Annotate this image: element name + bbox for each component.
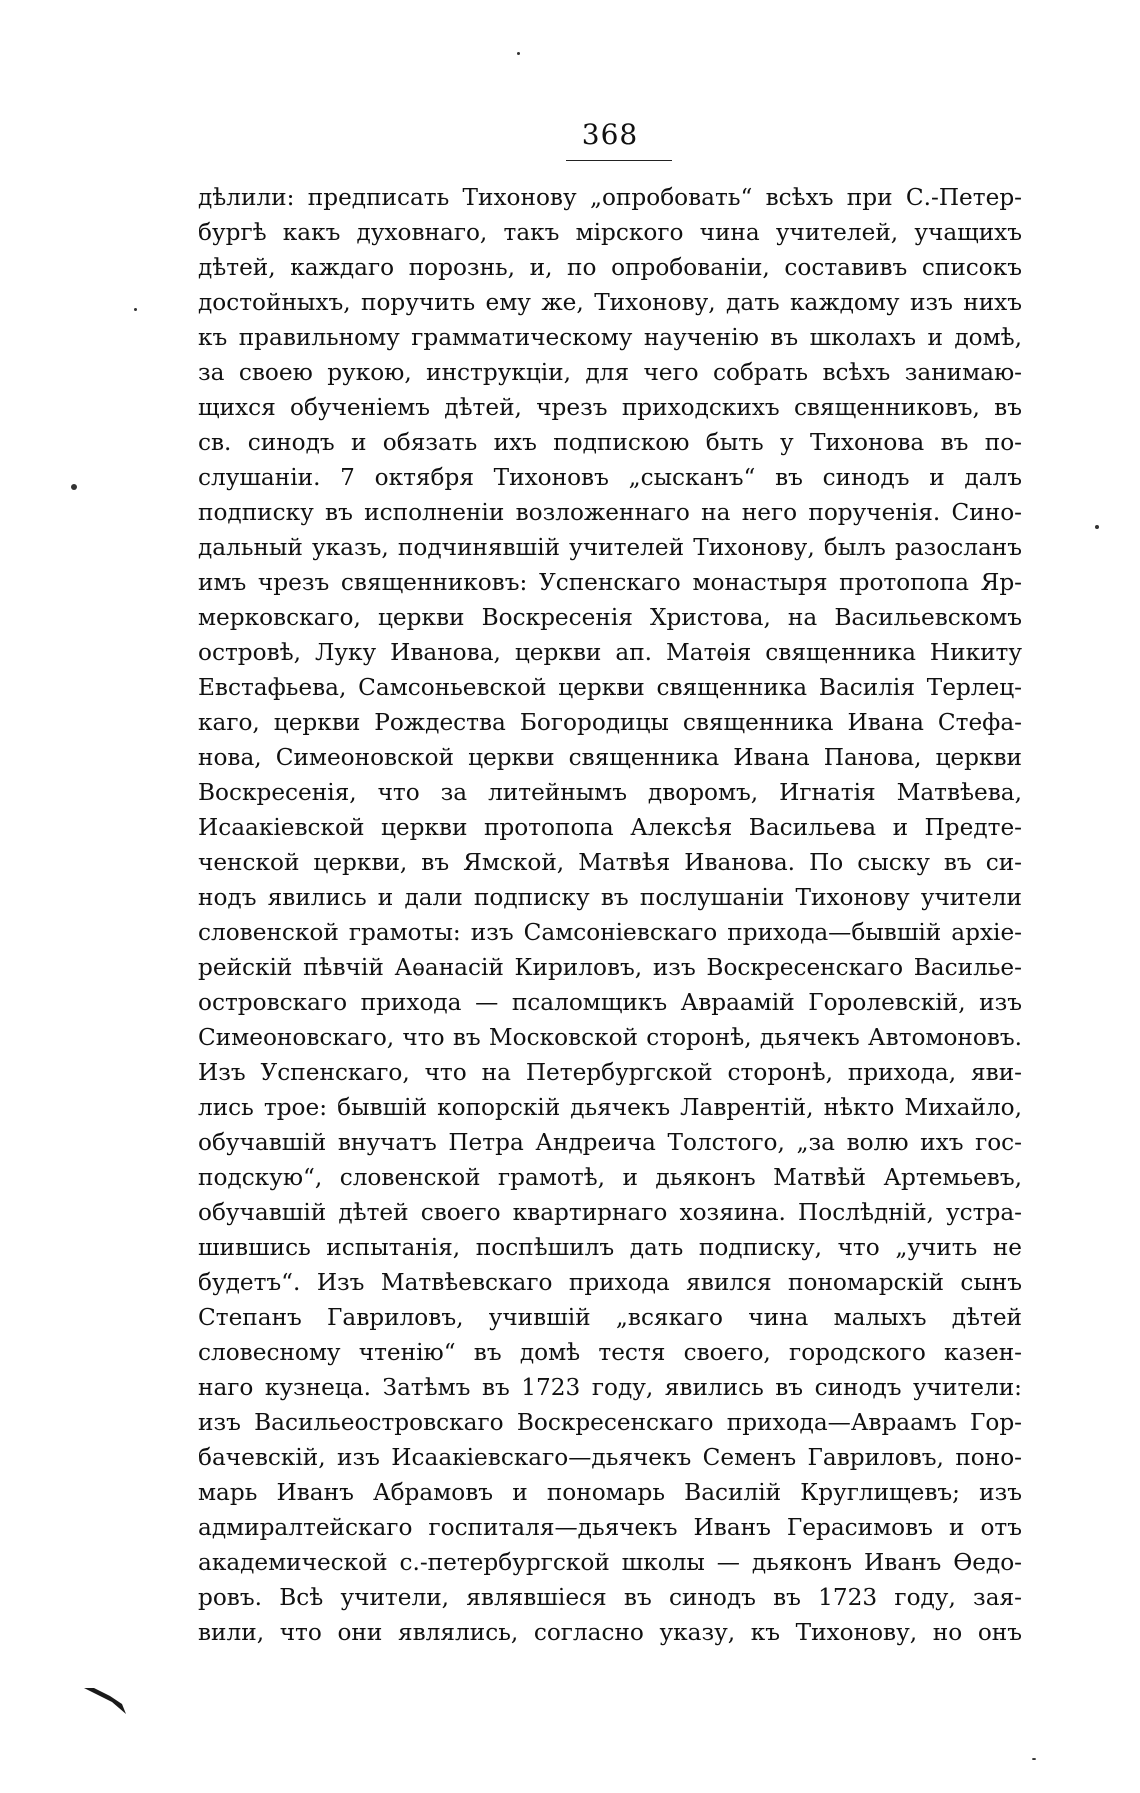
text-line: марь Иванъ Абрамовъ и пономарь Василій Круглищевъ; изъ [198, 1479, 1022, 1506]
text-line: Симеоновскаго, что въ Московской сторонѣ, дьячекъ Автомоновъ. [198, 1024, 1022, 1051]
text-line: будетъ“. Изъ Матвѣевскаго прихода явился пономарскій сынъ [198, 1269, 1022, 1296]
text-line: щихся обученіемъ дѣтей, чрезъ приходскихъ священниковъ, въ [198, 394, 1022, 421]
scan-speck [1095, 525, 1099, 529]
text-line: обучавшій внучатъ Петра Андреича Толстого, „за волю ихъ гос- [198, 1129, 1022, 1156]
text-line: Евстафьева, Самсоньевской церкви священника Василія Терлец- [198, 674, 1022, 701]
text-line: островскаго прихода — псаломщикъ Авраамій Горолевскій, изъ [198, 989, 1022, 1016]
text-line: дальный указъ, подчинявшій учителей Тихонову, былъ разосланъ [198, 534, 1022, 561]
text-line: словенской грамоты: изъ Самсоніевскаго прихода—бывшій архіе- [198, 919, 1022, 946]
scan-speck [517, 52, 520, 55]
text-line: имъ чрезъ священниковъ: Успенскаго монастыря протопопа Яр- [198, 569, 1022, 596]
text-line: бачевскій, изъ Исаакіевскаго—дьячекъ Семенъ Гавриловъ, поно- [198, 1444, 1022, 1471]
text-line: слушаніи. 7 октября Тихоновъ „сысканъ“ въ синодъ и далъ [198, 464, 1022, 491]
text-line: наго кузнеца. Затѣмъ въ 1723 году, явились въ синодъ учители: [198, 1374, 1022, 1401]
text-line: къ правильному грамматическому наученію въ школахъ и домѣ, [198, 324, 1022, 351]
scan-speck [1032, 1758, 1036, 1760]
text-line: академической с.-петербургской школы — дьяконъ Иванъ Ѳедо- [198, 1549, 1022, 1576]
text-line: каго, церкви Рождества Богородицы священника Ивана Стефа- [198, 709, 1022, 736]
text-line: ровъ. Всѣ учители, являвшіеся въ синодъ въ 1723 году, зая- [198, 1584, 1022, 1611]
text-line: за своею рукою, инструкціи, для чего собрать всѣхъ занимаю- [198, 359, 1022, 386]
scan-speck [71, 484, 77, 490]
text-line: рейскій пѣвчій Аѳанасій Кириловъ, изъ Воскресенскаго Василье- [198, 954, 1022, 981]
text-line: островѣ, Луку Иванова, церкви ап. Матѳія священника Никиту [198, 639, 1022, 666]
page-number-rule [566, 160, 672, 161]
text-line: нова, Симеоновской церкви священника Ивана Панова, церкви [198, 744, 1022, 771]
text-line: Степанъ Гавриловъ, учившій „всякаго чина малыхъ дѣтей [198, 1304, 1022, 1331]
ink-mark-icon [82, 1680, 132, 1720]
text-line: изъ Васильеостровскаго Воскресенскаго прихода—Авраамъ Гор- [198, 1409, 1022, 1436]
body-text [198, 180, 1022, 1650]
text-line: Изъ Успенскаго, что на Петербургской сторонѣ, прихода, яви- [198, 1059, 1022, 1086]
text-line: лись трое: бывшій копорскій дьячекъ Лаврентій, нѣкто Михайло, [198, 1094, 1022, 1121]
text-line: св. синодъ и обязать ихъ подпискою быть у Тихонова въ по- [198, 429, 1022, 456]
text-line: словесному чтенію“ въ домѣ тестя своего, городского казен- [198, 1339, 1022, 1366]
text-line: бургѣ какъ духовнаго, такъ мірского чина учителей, учащихъ [198, 219, 1022, 246]
text-line: Исаакіевской церкви протопопа Алексѣя Васильева и Предте- [198, 814, 1022, 841]
text-line: подписку въ исполненіи возложеннаго на него порученія. Сино- [198, 499, 1022, 526]
text-line: дѣтей, каждаго порознь, и, по опробованіи, составивъ списокъ [198, 254, 1022, 281]
text-line: дѣлили: предписать Тихонову „опробовать“ всѣхъ при С.-Петер- [198, 184, 1022, 211]
text-line: достойныхъ, поручить ему же, Тихонову, дать каждому изъ нихъ [198, 289, 1022, 316]
text-line: подскую“, словенской грамотѣ, и дьяконъ Матвѣй Артемьевъ, [198, 1164, 1022, 1191]
scan-speck [134, 308, 137, 311]
text-line: адмиралтейскаго госпиталя—дьячекъ Иванъ Герасимовъ и отъ [198, 1514, 1022, 1541]
text-line: Воскресенія, что за литейнымъ дворомъ, Игнатія Матвѣева, [198, 779, 1022, 806]
text-line: вили, что они являлись, согласно указу, къ Тихонову, но онъ [198, 1619, 1022, 1646]
page-number: 368 [581, 118, 639, 151]
text-line: ченской церкви, въ Ямской, Матвѣя Иванова. По сыску въ си- [198, 849, 1022, 876]
text-line: обучавшій дѣтей своего квартирнаго хозяина. Послѣдній, устра- [198, 1199, 1022, 1226]
text-line: шившись испытанія, поспѣшилъ дать подписку, что „учить не [198, 1234, 1022, 1261]
text-line: нодъ явились и дали подписку въ послушаніи Тихонову учители [198, 884, 1022, 911]
text-line: мерковскаго, церкви Воскресенія Христова, на Васильевскомъ [198, 604, 1022, 631]
